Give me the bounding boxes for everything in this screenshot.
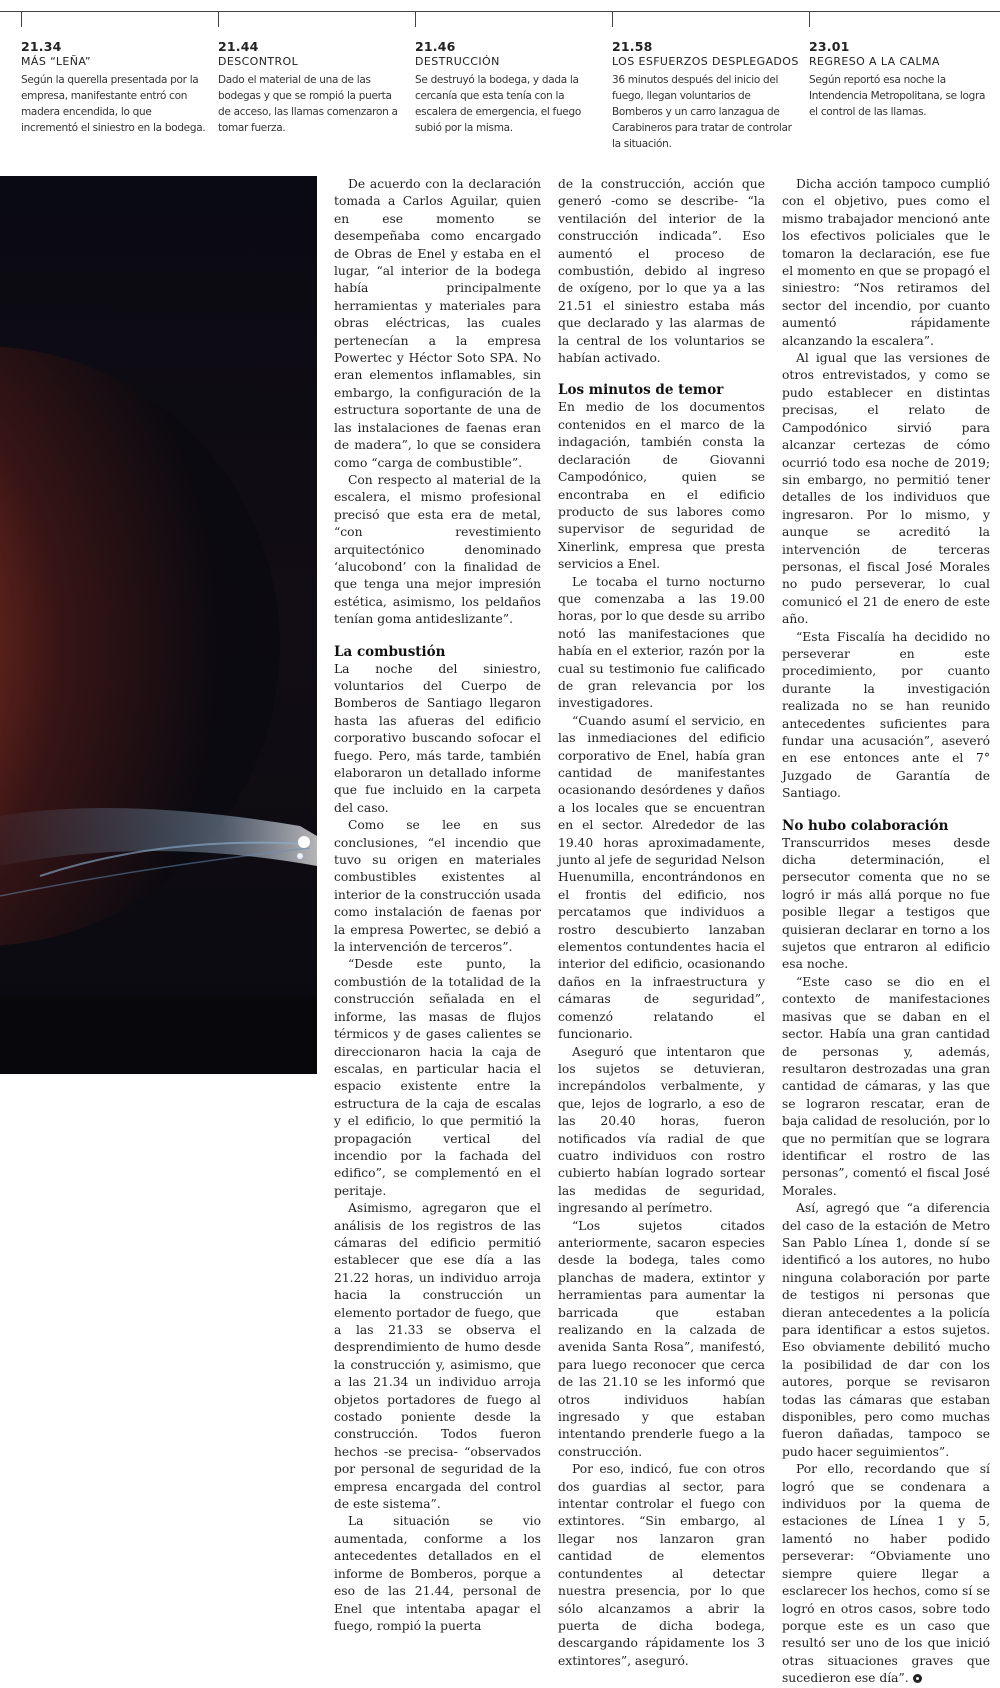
paragraph-text: Por ello, recordando que sí logró que se condenara a individuos por la quema de estaciones de Línea 1 y 5, lamentó no haber podido perseverar: “Obviamente uno siempre quiere llegar a esclarecer los hechos, como sí se logró en otros casos, sobre todo porque este es un caso que resultó ser uno de los que inició otras situaciones graves que sucedieron ese día”. (782, 1462, 990, 1686)
paragraph: “Esta Fiscalía ha decidido no perseverar en este procedimiento, por cuanto durante la investigación realizada no se han reunido antecedentes suficientes para fundar una acusación”, aseveró en ese entonces ante el 7° Juzgado de Garantía de Santiago. (782, 629, 990, 801)
timeline (0, 0, 1000, 160)
paragraph: En medio de los documentos contenidos en el marco de la indagación, también consta la declaración de Giovanni Campodónico, quien se encontraba en el edificio producto de sus labores como supervisor de seguridad de Xinerlink, empresa que presta servicios a Enel. (558, 400, 765, 572)
subheading: Los minutos de temor (558, 382, 724, 399)
event-text: Según la querella presentada por la empresa, manifestante entró con madera encendida, lo que incrementó el siniestro en la bodega. (21, 74, 206, 134)
paragraph: “Este caso se dio en el contexto de manifestaciones masivas que se daban en el sector. Había una gran cantidad de personas y, además, resultaron destrozadas una gran cantidad de cámaras, y las que se lograron rescatar, eran de baja calidad de resolución, por lo que no permitían que se lograra identificar el rostro de las personas”, comentó el fiscal José Morales. (782, 974, 990, 1198)
event-time: 21.44 (218, 39, 259, 54)
fire-photo-illustration (0, 176, 317, 1074)
paragraph: Le tocaba el turno nocturno que comenzaba a las 19.00 horas, por lo que desde su arribo notó las manifestaciones que había en el exterior, razón por la cual su testimonio fue calificado de gran relevancia por los investigadores. (558, 574, 765, 711)
paragraph: Al igual que las versiones de otros entrevistados, y como se pudo establecer en distintas precisas, el relato de Campodónico sirvió para alcanzar certezas de cómo ocurrió todo esa noche de 2019; sin embargo, no permitió tener detalles de los individuos que ingresaron. Por lo mismo, y aunque se acreditó la intervención de terceras personas, el fiscal José Morales no pudo perseverar, lo cual comunicó el 21 de enero de este año. (782, 351, 990, 627)
timeline-tick (809, 11, 810, 27)
event-time: 21.34 (21, 39, 62, 54)
event-text: 36 minutos después del inicio del fuego, llegan voluntarios de Bomberos y un carro lanzagua de Carabineros para tratar de controlar la situación. (612, 74, 792, 150)
event-text: Dado el material de una de las bodegas y que se rompió la puerta de acceso, las llamas comenzaron a tomar fuerza. (218, 74, 398, 134)
event-title: DESCONTROL (218, 55, 299, 68)
event-text: Se destruyó la bodega, y dada la cercanía que esta tenía con la escalera de emergencia, el fuego subió por la misma. (415, 74, 581, 134)
article-column-1 (334, 176, 541, 1635)
paragraph: La situación se vio aumentada, conforme a los antecedentes detallados en el informe de Bomberos, porque a eso de las 21.44, personal de Enel que intentaba apagar el fuego, rompió la puerta (334, 1514, 541, 1633)
subheading: No hubo colaboración (782, 817, 949, 834)
timeline-tick (612, 11, 613, 27)
paragraph: La noche del siniestro, voluntarios del Cuerpo de Bomberos de Santiago llegaron hasta las afueras del edificio corporativo buscando sofocar el fuego. Pero, más tarde, también elaboraron un detallado informe que fue incluido en la carpeta del caso. (334, 661, 541, 815)
end-mark-icon (913, 1674, 922, 1683)
paragraph: Dicha acción tampoco cumplió con el objetivo, pues como el mismo trabajador mencionó ante los efectivos policiales que le tomaron la declaración, ese fue el momento en que se propagó el siniestro: “Nos retiramos del sector del incendio, por cuanto aumentó rápidamente alcanzando la escalera”. (782, 177, 990, 348)
event-text: Según reportó esa noche la Intendencia Metropolitana, se logra el control de las llamas. (809, 74, 986, 118)
timeline-tick (415, 11, 416, 27)
event-time: 23.01 (809, 39, 850, 54)
paragraph: Por eso, indicó, fue con otros dos guardias al sector, para intentar controlar el fuego con extintores. “Sin embargo, al llegar nos lanzaron gran cantidad de elementos contundentes al detectar nuestra presencia, por lo que sólo alcanzamos a abrir la puerta de dicha bodega, descargando rápidamente los 3 extintores”, aseguró. (558, 1462, 765, 1668)
article-column-3 (782, 176, 990, 1688)
paragraph: Asimismo, agregaron que el análisis de los registros de las cámaras del edificio permitió establecer que ese día a las 21.22 horas, un individuo arroja hacia la construcción un elemento portador de fuego, que a las 21.33 se observa el desprendimiento de humo desde la construcción y, asimismo, que a las 21.34 un individuo arroja objetos portadores de fuego al costado poniente desde la construcción. Todos fueron hechos -se precisa- “observados por personal de seguridad de la empresa encargada del control de este sistema”. (334, 1201, 541, 1512)
event-time: 21.46 (415, 39, 456, 54)
subheading: La combustión (334, 643, 446, 660)
paragraph: “Desde este punto, la combustión de la totalidad de la construcción señalada en el informe, las masas de flujos térmicos y de gases calientes se direccionaron hacia la caja de escalas, en particular hacia el espacio existente entre la estructura de la caja de escalas y el edificio, lo que permitió la propagación vertical del incendio por la fachada del edifico”, se complementó en el peritaje. (334, 957, 541, 1198)
timeline-tick (218, 11, 219, 27)
paragraph: “Los sujetos citados anteriormente, sacaron especies desde la bodega, tales como planchas de madera, extintor y herramientas para aumentar la barricada que estaban realizando en la calzada de avenida Santa Rosa”, manifestó, para luego reconocer que cerca de las 21.10 se les informó que otros individuos habían ingresado y que estaban intentando prenderle fuego a la construcción. (558, 1218, 765, 1459)
paragraph: Aseguró que intentaron que los sujetos se detuvieran, increpándolos verbalmente, y que, lejos de lograrlo, a eso de las 20.40 horas, fueron notificados vía radial de que cuatro individuos con rostro cubierto habían logrado sortear las medidas de seguridad, ingresando al perímetro. (558, 1044, 765, 1216)
event-title: DESTRUCCIÓN (415, 55, 500, 68)
paragraph: Transcurridos meses desde dicha determinación, el persecutor comenta que no se logró ir más allá porque no fue posible llegar a testigos que quisieran declarar en torno a los sujetos que entraron al edificio esa noche. (782, 835, 990, 972)
paragraph: De acuerdo con la declaración tomada a Carlos Aguilar, quien en ese momento se desempeñaba como encargado de Obras de Enel y estaba en el lugar, “al interior de la bodega había principalmente herramientas y materiales para obras eléctricas, las cuales pertenecían a la empresa Powertec y Héctor Soto SPA. No eran elementos inflamables, sin embargo, la configuración de la estructura soportante de una de las instalaciones de faenas eran de madera”, lo que se considera como “carga de combustible”. (334, 177, 541, 470)
event-title: MÁS “LEÑA” (21, 55, 92, 68)
paragraph: de la construcción, acción que generó -como se describe- “la ventilación del interior de la construcción indicada”. Eso aumentó el proceso de combustión, debido al ingreso de oxígeno, por lo que ya a las 21.51 el siniestro estaba más que declarado y las alarmas de la central de los voluntarios se habían activado. (558, 177, 765, 366)
paragraph: “Cuando asumí el servicio, en las inmediaciones del edificio corporativo de Enel, había gran cantidad de manifestantes ocasionando desórdenes y daños a los locales que se encuentran en el sector. Alrededor de las 19.40 horas aproximadamente, junto al jefe de seguridad Nelson Huenumilla, encontrándonos en el frontis del edificio, nos percatamos que individuos a rostro descubierto lanzaban elementos contundentes hacia el interior del edificio, ocasionando daños en la infraestructura y cámaras de seguridad”, comenzó relatando el funcionario. (558, 713, 765, 1042)
article-column-2 (558, 176, 765, 1670)
paragraph: Como se lee en sus conclusiones, “el incendio que tuvo su origen en materiales combustibles existentes al interior de la construcción usada como instalación de faenas por la empresa Powertec, se debió a la intervención de terceros”. (334, 818, 541, 955)
event-time: 21.58 (612, 39, 653, 54)
event-title: LOS ESFUERZOS DESPLEGADOS (612, 55, 799, 68)
fire-photo (0, 176, 317, 1074)
event-title: REGRESO A LA CALMA (809, 55, 940, 68)
paragraph: Así, agregó que “a diferencia del caso de la estación de Metro San Pablo Línea 1, donde sí se identificó a los autores, no hubo ninguna colaboración por parte de testigos ni personas que dieran antecedentes a la policía para identificar a estos sujetos. Eso obviamente debilitó mucho la posibilidad de dar con los autores, porque se revisaron todas las cámaras que estaban disponibles, pero como muchas fueron dañadas, tampoco se pudo hacer seguimientos”. (782, 1201, 990, 1459)
paragraph-last (782, 1461, 990, 1687)
paragraph: Con respecto al material de la escalera, el mismo profesional precisó que esta era de metal, “con revestimiento arquitectónico denominado ‘alucobond’ con la finalidad de que tenga una mejor impresión estética, asimismo, los peldaños tenían goma antideslizante”. (334, 472, 541, 627)
timeline-tick (21, 11, 22, 27)
